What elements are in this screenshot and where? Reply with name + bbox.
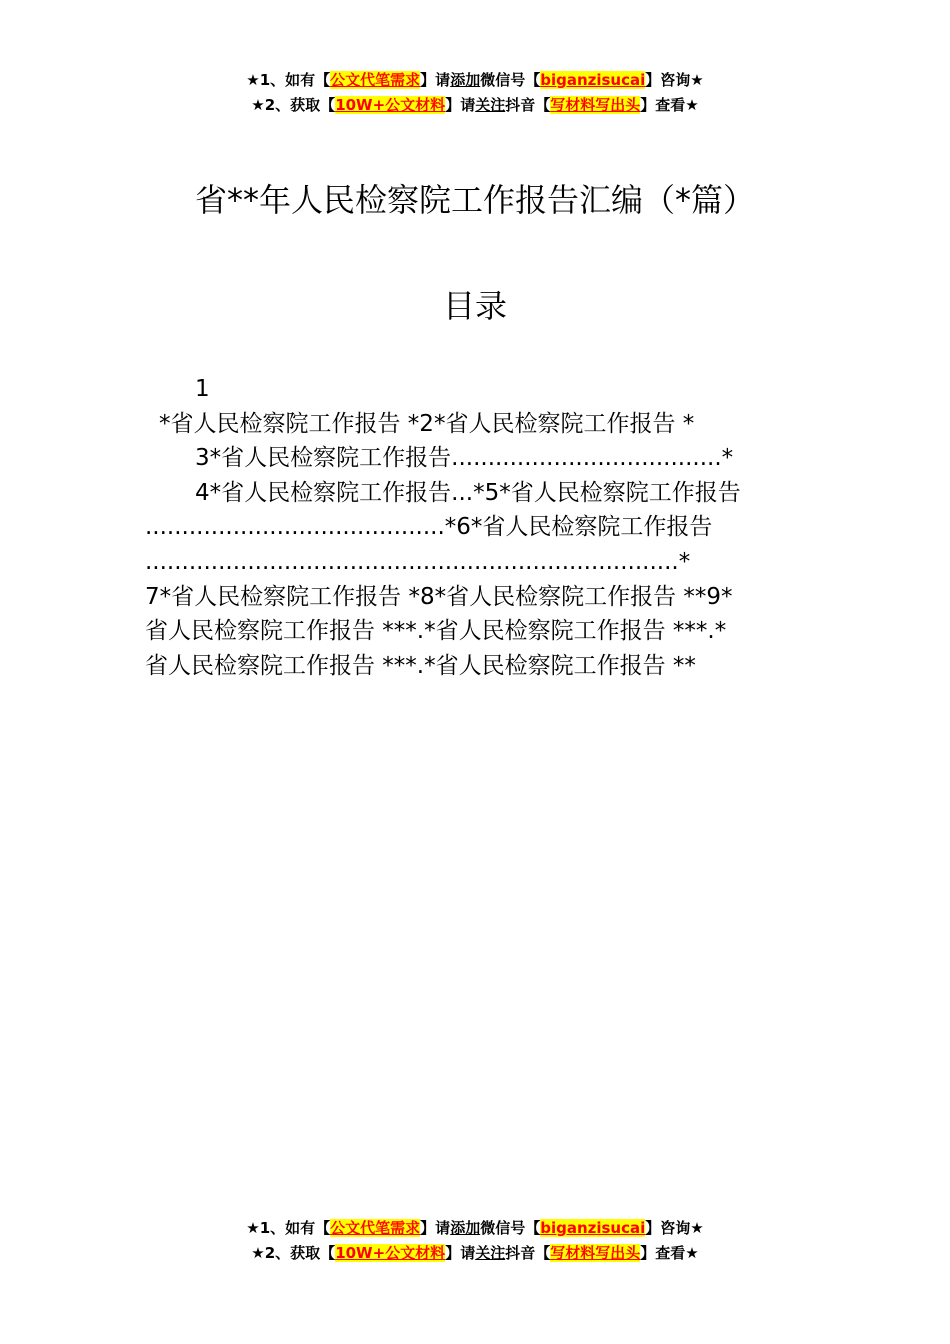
banner-underline: 关注: [475, 1244, 506, 1262]
toc-line: *省人民检察院工作报告 *2*省人民检察院工作报告 *: [159, 410, 695, 437]
banner-line-1: [0, 1216, 950, 1241]
toc-heading: 目录: [442, 287, 507, 325]
banner-text: 】咨询★: [645, 1219, 704, 1237]
toc-line: 1: [195, 376, 210, 402]
toc-line: 7*省人民检察院工作报告 *8*省人民检察院工作报告 **9*: [145, 583, 733, 610]
banner-text: ★1、如有【: [246, 71, 331, 89]
banner-text: 】请: [445, 96, 476, 114]
toc-line: .........................................*6*省人民检察院工作报告: [145, 514, 713, 541]
toc-line: 3*省人民检察院工作报告.....................................*: [195, 445, 734, 472]
bottom-banner: [0, 1216, 950, 1266]
banner-wechat-id: biganzisucai: [540, 71, 646, 89]
banner-wechat-id: biganzisucai: [540, 1219, 646, 1237]
banner-text: ★2、获取【: [251, 1244, 336, 1262]
banner-line-1: [0, 68, 950, 93]
banner-highlight: 公文代笔需求: [330, 1219, 421, 1237]
banner-douyin-account: 写材料写出头: [550, 96, 641, 114]
top-banner: [0, 68, 950, 118]
banner-text: ★2、获取【: [251, 96, 336, 114]
banner-text: 微信号【: [480, 71, 541, 89]
banner-underline: 添加: [450, 71, 481, 89]
banner-text: 】请: [420, 71, 451, 89]
banner-text: 】咨询★: [645, 71, 704, 89]
toc-line: 省人民检察院工作报告 ***.*省人民检察院工作报告 ***.*: [145, 618, 727, 645]
toc-line: 省人民检察院工作报告 ***.*省人民检察院工作报告 **: [145, 652, 696, 679]
banner-douyin-account: 写材料写出头: [550, 1244, 641, 1262]
toc-line: 4*省人民检察院工作报告...*5*省人民检察院工作报告: [195, 479, 741, 506]
banner-line-2: [0, 93, 950, 118]
banner-text: 抖音【: [505, 1244, 551, 1262]
banner-text: 】查看★: [640, 1244, 699, 1262]
banner-text: 抖音【: [505, 96, 551, 114]
document-title: 省**年人民检察院工作报告汇编（*篇）: [194, 181, 755, 219]
banner-highlight: 10W+公文材料: [335, 96, 446, 114]
banner-text: 】查看★: [640, 96, 699, 114]
banner-highlight: 10W+公文材料: [335, 1244, 446, 1262]
banner-text: 】请: [420, 1219, 451, 1237]
banner-text: 】请: [445, 1244, 476, 1262]
banner-text: ★1、如有【: [246, 1219, 331, 1237]
banner-highlight: 公文代笔需求: [330, 71, 421, 89]
banner-text: 微信号【: [480, 1219, 541, 1237]
banner-underline: 添加: [450, 1219, 481, 1237]
banner-underline: 关注: [475, 96, 506, 114]
table-of-contents: [145, 372, 807, 683]
toc-line: .........................................................................*: [145, 548, 691, 575]
banner-line-2: [0, 1241, 950, 1266]
